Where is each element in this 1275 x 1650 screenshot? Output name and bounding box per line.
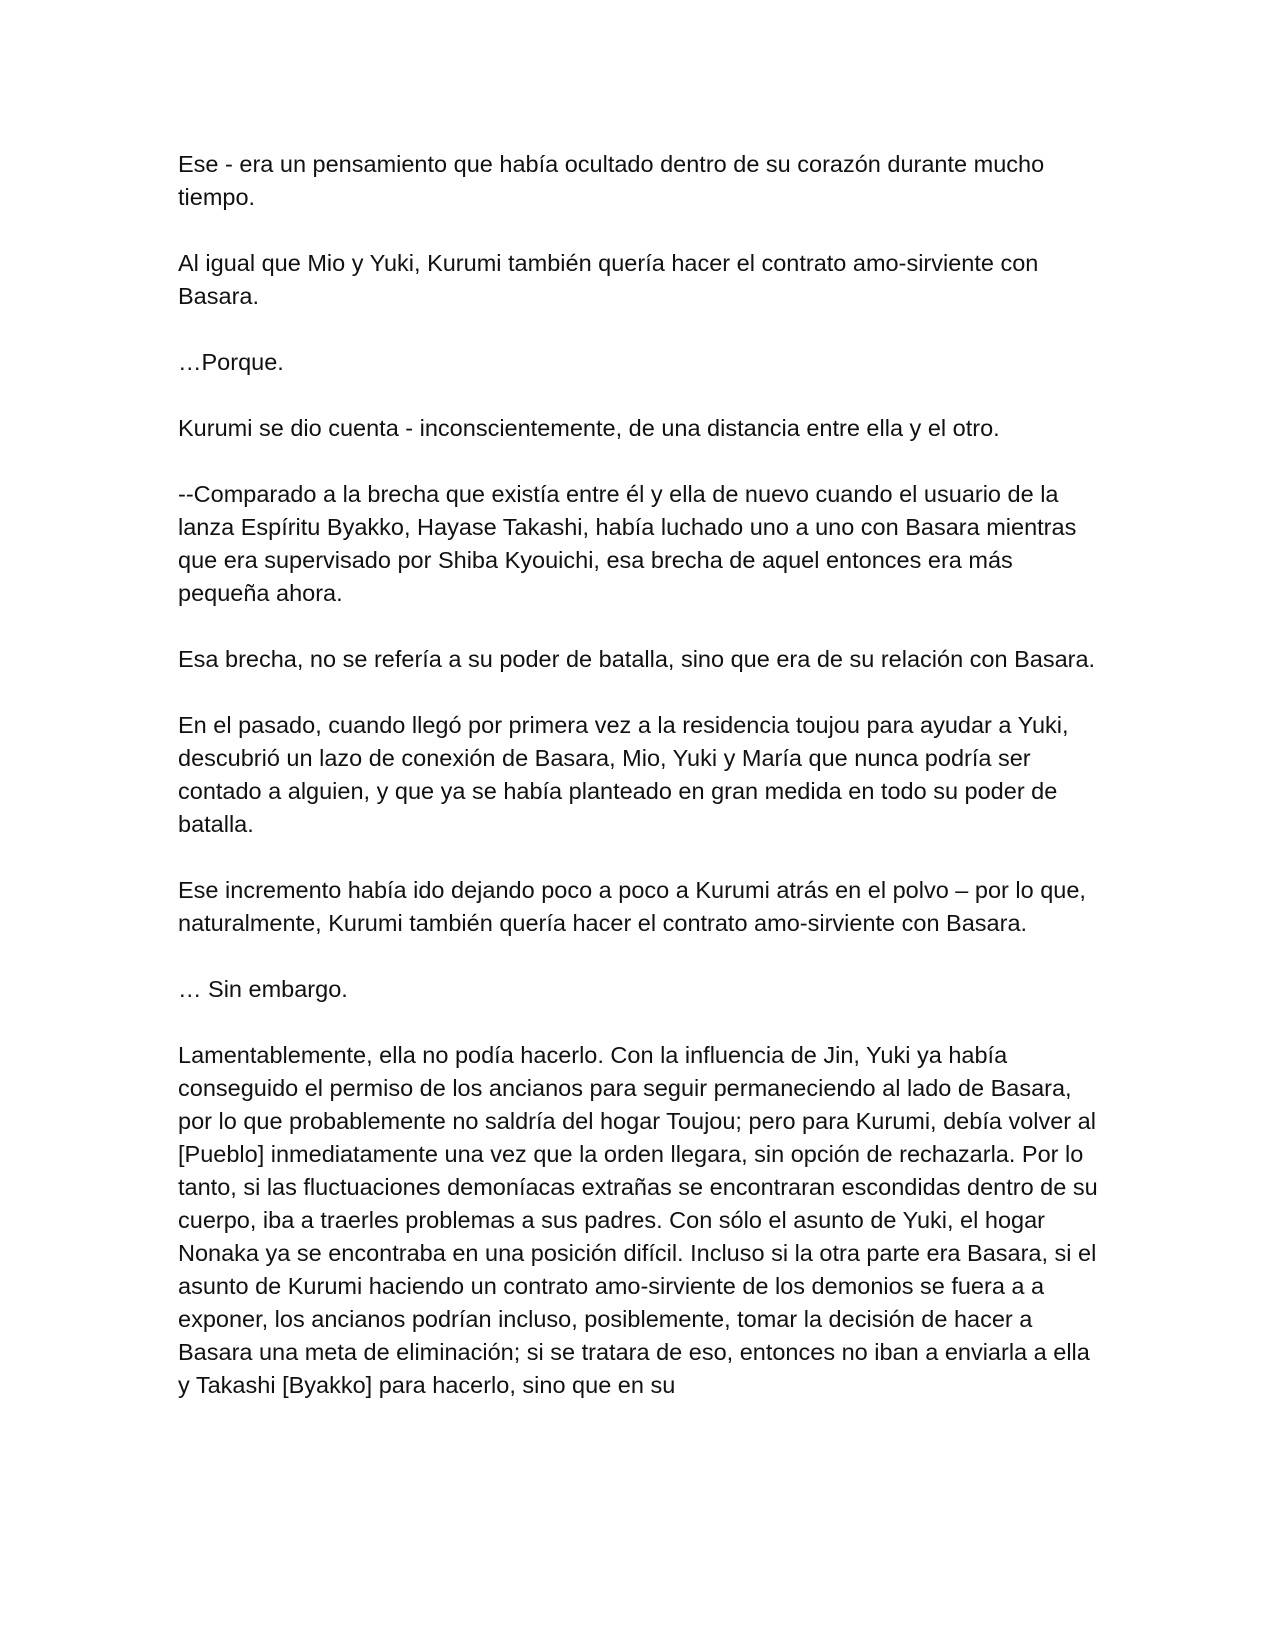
paragraph-2: Al igual que Mio y Yuki, Kurumi también quería hacer el contrato amo-sirviente con Basara. — [178, 250, 1039, 309]
paragraph-6: Esa brecha, no se refería a su poder de batalla, sino que era de su relación con Basara. — [178, 646, 1096, 672]
paragraph-1: Ese - era un pensamiento que había ocultado dentro de su corazón durante mucho tiempo. — [178, 151, 1045, 210]
paragraph-8: Ese incremento había ido dejando poco a poco a Kurumi atrás en el polvo – por lo que, naturalmente, Kurumi también quería hacer el contrato amo-sirviente con Basara. — [178, 877, 1086, 936]
paragraph-4: Kurumi se dio cuenta - inconscientemente, de una distancia entre ella y el otro. — [178, 415, 1000, 441]
document-body — [178, 148, 1103, 1435]
paragraph-3: …Porque. — [178, 349, 284, 375]
paragraph-5: --Comparado a la brecha que existía entre él y ella de nuevo cuando el usuario de la lanza Espíritu Byakko, Hayase Takashi, había luchado uno a uno con Basara mientras que era supervisado por Shiba Kyouichi, esa brecha de aquel entonces era más pequeña ahora. — [178, 481, 1077, 606]
paragraph-10: Lamentablemente, ella no podía hacerlo. Con la influencia de Jin, Yuki ya había conseguido el permiso de los ancianos para seguir permaneciendo al lado de Basara, por lo que probablemente no saldría del hogar Toujou; pero para Kurumi, debía volver al [Pueblo] inmediatamente una vez que la orden llegara, sin opción de rechazarla. Por lo tanto, si las fluctuaciones demoníacas extrañas se encontraran escondidas dentro de su cuerpo, iba a traerles problemas a sus padres. Con sólo el asunto de Yuki, el hogar Nonaka ya se encontraba en una posición difícil. Incluso si la otra parte era Basara, si el asunto de Kurumi haciendo un contrato amo-sirviente de los demonios se fuera a a exponer, los ancianos podrían incluso, posiblemente, tomar la decisión de hacer a Basara una meta de eliminación; si se tratara de eso, entonces no iban a enviarla a ella y Takashi [Byakko] para hacerlo, sino que en su — [178, 1042, 1098, 1398]
paragraph-9: … Sin embargo. — [178, 976, 348, 1002]
paragraph-7: En el pasado, cuando llegó por primera vez a la residencia toujou para ayudar a Yuki, descubrió un lazo de conexión de Basara, Mio, Yuki y María que nunca podría ser contado a alguien, y que ya se había planteado en gran medida en todo su poder de batalla. — [178, 712, 1069, 837]
